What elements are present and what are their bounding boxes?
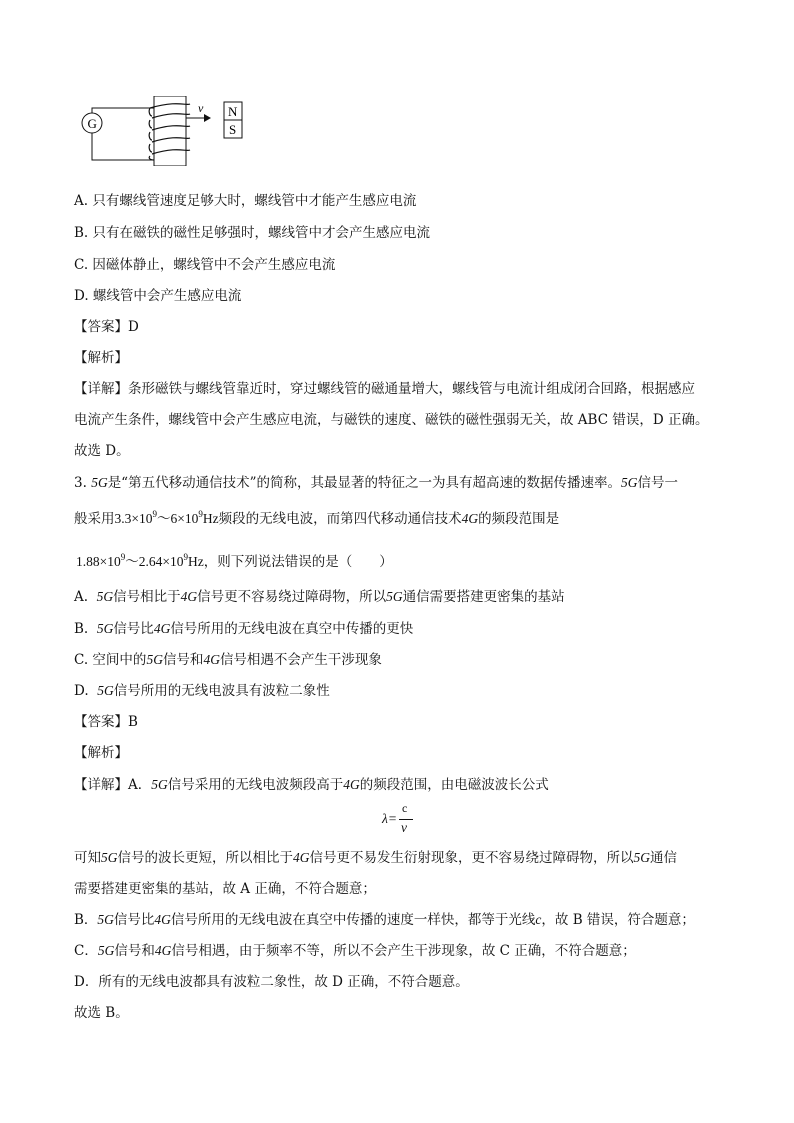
answer-value: B	[128, 714, 138, 730]
freq-range-4g: $1.88\times 10^9\sim 2.64\times 10^9Hz$	[76, 552, 204, 569]
q2-option-a: A. 只有螺线管速度足够大时，螺线管中才能产生感应电流	[74, 193, 417, 209]
solenoid-core	[154, 96, 186, 166]
q2-detail-line-3: 故选 D。	[74, 443, 130, 459]
answer-value: D	[128, 319, 139, 335]
magnet-south-label: S	[229, 122, 237, 137]
term-5g: 5G	[91, 475, 108, 490]
galvanometer-label: G	[87, 116, 97, 131]
freq-range-5g: $3.3\times 10^9\sim 6\times 10^9Hz$	[114, 509, 219, 526]
circuit-wire	[92, 108, 154, 160]
solenoid-circuit-figure	[78, 96, 253, 166]
q3-stem-text: 的频段范围是	[478, 511, 560, 527]
q3-option-d: D. 5G信号所用的无线电波具有波粒二象性	[74, 683, 330, 699]
q3-stem-text: ，则下列说法错误的是（ ）	[203, 554, 393, 570]
q3-detail-line-5: C．5G信号和4G信号相遇，由于频率不等，所以不会产生干涉现象，故 C 正确，不符合题意；	[74, 943, 636, 959]
velocity-arrowhead	[204, 114, 211, 122]
q2-option-b: B. 只有在磁铁的磁性足够强时，螺线管中才会产生感应电流	[74, 225, 431, 241]
q2-detail-line-2: 电流产生条件，螺线管中会产生感应电流，与磁铁的速度、磁铁的磁性强弱无关，故 ABC 错误，D 正确。	[74, 412, 709, 428]
detail-text: 条形磁铁与螺线管靠近时，穿过螺线管的磁通量增大，螺线管与电流计组成闭合回路，根据感应	[128, 381, 695, 397]
q3-detail-line-4: B．5G信号比4G信号所用的无线电波在真空中传播的速度一样快，都等于光线c，故 B 错误，符合题意；	[74, 912, 695, 928]
term-5g: 5G	[621, 475, 638, 490]
q2-answer	[74, 318, 139, 336]
detail-tag: 【详解】	[74, 381, 128, 397]
q3-detail-line-3: 需要搭建更密集的基站，故 A 正确，不符合题意；	[74, 881, 376, 897]
q3-option-b: B. 5G信号比4G信号所用的无线电波在真空中传播的更快	[74, 621, 414, 637]
detail-tag: 【详解】	[74, 777, 128, 793]
q2-analysis-tag: 【解析】	[74, 350, 128, 366]
q3-option-c: C. 空间中的5G信号和4G信号相遇不会产生干涉现象	[74, 652, 382, 668]
q3-stem-text: 般采用	[74, 511, 115, 527]
q3-stem-line-3	[76, 553, 393, 571]
answer-tag: 【答案】	[74, 319, 128, 335]
term-4g: 4G	[461, 511, 479, 526]
q3-detail-line-6: D．所有的无线电波都具有波粒二象性，故 D 正确，不符合题意。	[74, 974, 469, 990]
q3-stem-text: 信号一	[637, 475, 678, 491]
q3-answer	[74, 713, 138, 731]
magnet-north-label: N	[228, 104, 238, 119]
q3-detail-line-2: 可知5G信号的波长更短，所以相比于4G信号更不易发生衍射现象，更不容易绕过障碍物，所以5G通信	[74, 850, 677, 866]
q3-stem-line-1	[74, 474, 678, 492]
answer-tag: 【答案】	[74, 714, 128, 730]
q3-detail-line-7: 故选 B。	[74, 1005, 129, 1021]
q3-option-a: A. 5G信号相比于4G信号更不容易绕过障碍物，所以5G通信需要搭建更密集的基站	[74, 589, 565, 605]
velocity-label: v	[198, 101, 204, 115]
q3-stem-line-2	[74, 510, 559, 528]
q2-option-c: C. 因磁体静止，螺线管中不会产生感应电流	[74, 257, 336, 273]
q3-detail-line-1: 【详解】A．5G信号采用的无线电波频段高于4G的频段范围，由电磁波波长公式	[74, 777, 549, 793]
q3-stem-text: 频段的无线电波，而第四代移动通信技术	[218, 511, 462, 527]
q3-stem-text: 是“第五代移动通信技术”的简称，其最显著的特征之一为具有超高速的数据传播速率。	[107, 475, 621, 491]
q2-option-d: D. 螺线管中会产生感应电流	[74, 288, 242, 304]
q3-analysis-tag: 【解析】	[74, 745, 128, 761]
q3-number: 3.	[74, 475, 87, 491]
q2-detail-line-1	[74, 380, 695, 398]
